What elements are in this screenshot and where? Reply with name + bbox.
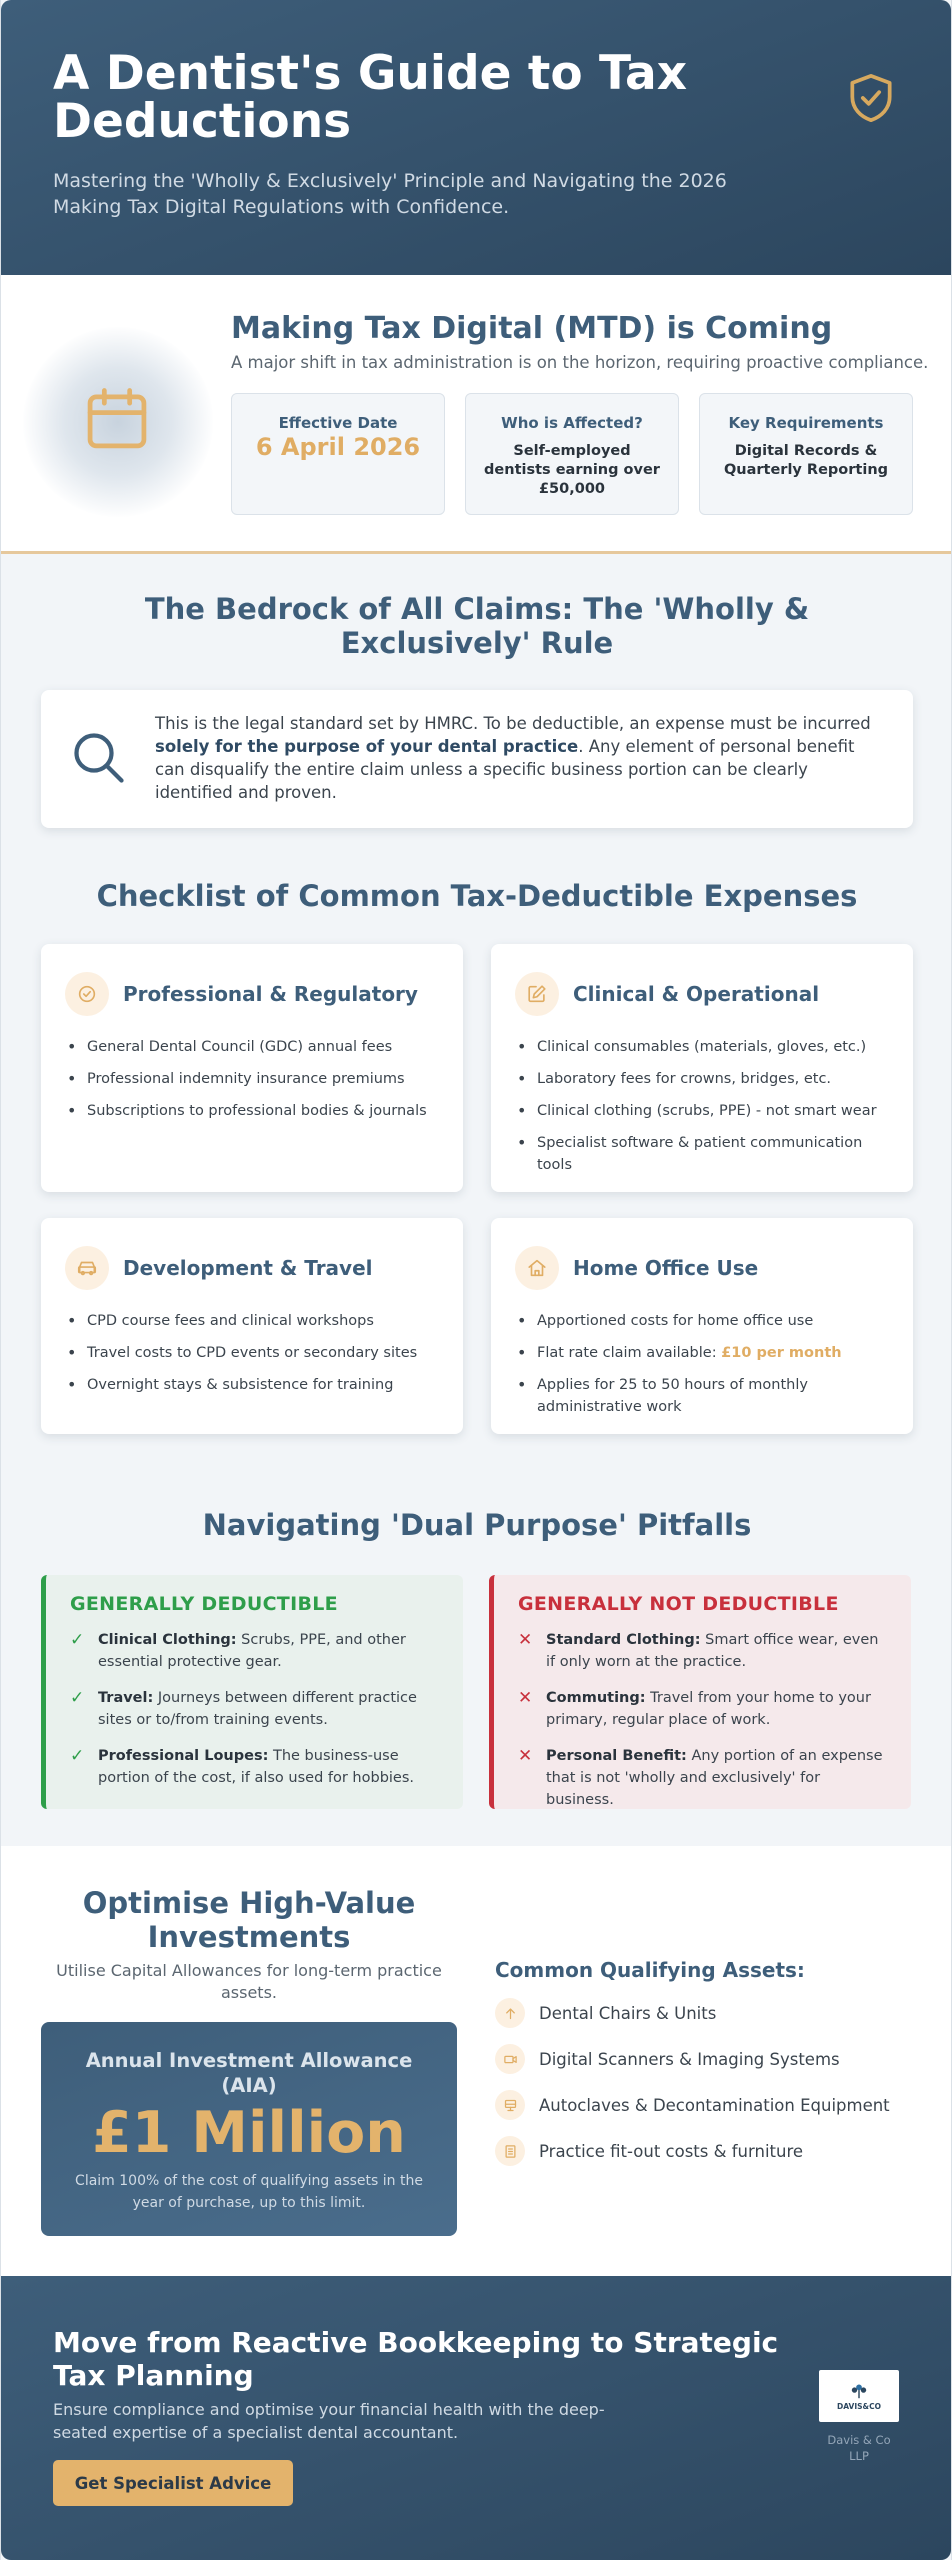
list-item: • CPD course fees and clinical workshops: [65, 1310, 441, 1332]
firm-logo: [819, 2370, 899, 2422]
investments-title: Optimise High-Value Investments: [82, 1886, 416, 1954]
not-deductible-panel: [489, 1575, 911, 1809]
get-advice-button[interactable]: Get Specialist Advice: [53, 2460, 293, 2506]
list-item: • Applies for 25 to 50 hours of monthly administrative work: [515, 1374, 891, 1418]
mtd-info-boxes: [231, 393, 913, 515]
panel-item: ✕ Personal Benefit: Any portion of an expense that is not 'wholly and exclusively' for business.: [518, 1745, 891, 1811]
flat-rate-value: £10 per month: [721, 1345, 842, 1361]
panel-heading: GENERALLY DEDUCTIBLE: [70, 1593, 338, 1615]
list-item: • Clinical clothing (scrubs, PPE) - not smart wear: [515, 1100, 891, 1122]
footer-subtitle: Ensure compliance and optimise your financial health with the deep-seated expertise of a specialist dental accountant.: [53, 2400, 605, 2442]
page-title: A Dentist's Guide to Tax Deductions: [53, 46, 688, 149]
shield-check-icon: [843, 70, 899, 126]
list-item: • Clinical consumables (materials, gloves, etc.): [515, 1036, 891, 1058]
cta-footer: [1, 2276, 951, 2560]
qualifying-assets: [495, 1958, 915, 2166]
check-icon: ✓: [70, 1688, 85, 1708]
list-item: • Specialist software & patient communication tools: [515, 1132, 891, 1176]
list-item: • Laboratory fees for crowns, bridges, etc.: [515, 1068, 891, 1090]
asset-item: [495, 1998, 915, 2028]
category-card-development: [41, 1218, 463, 1434]
cross-icon: ✕: [518, 1746, 533, 1766]
check-icon: ✓: [70, 1746, 85, 1766]
box-label: Key Requirements: [728, 414, 884, 432]
mtd-lead: A major shift in tax administration is on the horizon, requiring proactive compliance.: [231, 353, 929, 372]
asset-item: [495, 2090, 915, 2120]
rule-emphasis: solely for the purpose of your dental practice: [155, 737, 579, 756]
list-item: • Flat rate claim available: £10 per month: [515, 1342, 891, 1364]
badge-check-icon: [65, 972, 109, 1016]
list-item: • Overnight stays & subsistence for training: [65, 1374, 441, 1396]
key-requirements-box: [699, 393, 913, 515]
category-title: Development & Travel: [123, 1256, 373, 1280]
panel-item: ✓ Professional Loupes: The business-use portion of the cost, if also used for hobbies.: [70, 1745, 443, 1789]
category-card-home-office: [491, 1218, 913, 1434]
rule-text: This is the legal standard set by HMRC. To be deductible, an expense must be incurred solely for the purpose of your dental practice. Any element of personal benefit can disqualify the entire claim unless a specific business portion can be clearly identified and proven.: [155, 714, 871, 802]
pitfalls-section-title: Navigating 'Dual Purpose' Pitfalls: [202, 1508, 752, 1542]
building-icon: [495, 2136, 525, 2166]
box-label: Effective Date: [278, 414, 398, 432]
rule-section-title: The Bedrock of All Claims: The 'Wholly & Exclusively' Rule: [144, 592, 810, 660]
asset-label: Dental Chairs & Units: [539, 2003, 717, 2023]
investments-section: [1, 1846, 951, 2276]
firm-name: Davis & Co LLP: [827, 2433, 891, 2463]
category-list: [515, 1310, 891, 1418]
category-title: Professional & Regulatory: [123, 982, 418, 1006]
checklist-section-title: Checklist of Common Tax-Deductible Expenses: [96, 879, 858, 913]
list-item: • Professional indemnity insurance premiums: [65, 1068, 441, 1090]
page-subtitle: Mastering the 'Wholly & Exclusively' Principle and Navigating the 2026 Making Tax Digital Regulations with Confidence.: [53, 170, 727, 218]
list-item: • General Dental Council (GDC) annual fees: [65, 1036, 441, 1058]
category-title: Clinical & Operational: [573, 982, 820, 1006]
cross-icon: ✕: [518, 1630, 533, 1650]
arrow-up-icon: [495, 1998, 525, 2028]
calendar-icon: [79, 381, 155, 457]
category-list: [65, 1036, 441, 1122]
category-list: [65, 1310, 441, 1396]
box-value: Digital Records & Quarterly Reporting: [723, 443, 889, 478]
cross-icon: ✕: [518, 1688, 533, 1708]
list-item: • Apportioned costs for home office use: [515, 1310, 891, 1332]
assets-heading: Common Qualifying Assets:: [495, 1958, 805, 1982]
asset-label: Practice fit-out costs & furniture: [539, 2141, 804, 2161]
panel-item: ✕ Commuting: Travel from your home to your primary, regular place of work.: [518, 1687, 891, 1731]
asset-item: [495, 2136, 915, 2166]
category-card-professional: [41, 944, 463, 1192]
list-item: • Subscriptions to professional bodies & journals: [65, 1100, 441, 1122]
panel-heading: GENERALLY NOT DEDUCTIBLE: [518, 1593, 839, 1615]
monitor-icon: [495, 2090, 525, 2120]
panel-item: ✓ Travel: Journeys between different practice sites or to/from training events.: [70, 1687, 443, 1731]
aia-label: Annual Investment Allowance (AIA): [85, 2049, 413, 2097]
asset-item: [495, 2044, 915, 2074]
check-icon: ✓: [70, 1630, 85, 1650]
category-title: Home Office Use: [573, 1256, 759, 1280]
who-affected-box: [465, 393, 679, 515]
magnifier-icon: [69, 728, 129, 788]
panel-item: ✓ Clinical Clothing: Scrubs, PPE, and other essential protective gear.: [70, 1629, 443, 1673]
effective-date-box: [231, 393, 445, 515]
camera-icon: [495, 2044, 525, 2074]
rule-card: [41, 690, 913, 828]
mtd-title: Making Tax Digital (MTD) is Coming: [231, 311, 833, 346]
asset-label: Digital Scanners & Imaging Systems: [539, 2049, 840, 2069]
edit-icon: [515, 972, 559, 1016]
car-icon: [65, 1246, 109, 1290]
investments-subtitle: Utilise Capital Allowances for long-term practice assets.: [56, 1961, 442, 2002]
list-item: • Travel costs to CPD events or secondary sites: [65, 1342, 441, 1364]
footer-title: Move from Reactive Bookkeeping to Strategic Tax Planning: [53, 2326, 779, 2392]
aia-description: Claim 100% of the cost of qualifying assets in the year of purchase, up to this limit.: [75, 2173, 423, 2211]
mtd-section: [1, 275, 951, 554]
box-label: Who is Affected?: [501, 414, 643, 432]
deductible-panel: [41, 1575, 463, 1809]
category-list: [515, 1036, 891, 1176]
panel-item: ✕ Standard Clothing: Smart office wear, even if only worn at the practice.: [518, 1629, 891, 1673]
category-card-clinical: [491, 944, 913, 1192]
asset-label: Autoclaves & Decontamination Equipment: [539, 2095, 890, 2115]
aia-card: [41, 2022, 457, 2236]
box-value: 6 April 2026: [255, 433, 421, 461]
tree-logo-icon: [848, 2382, 870, 2400]
house-icon: [515, 1246, 559, 1290]
hero-header: [1, 0, 951, 275]
aia-value: £1 Million: [92, 2100, 406, 2166]
box-value: Self-employed dentists earning over £50,000: [484, 443, 660, 497]
logo-text: DAVIS&CO: [837, 2401, 881, 2411]
